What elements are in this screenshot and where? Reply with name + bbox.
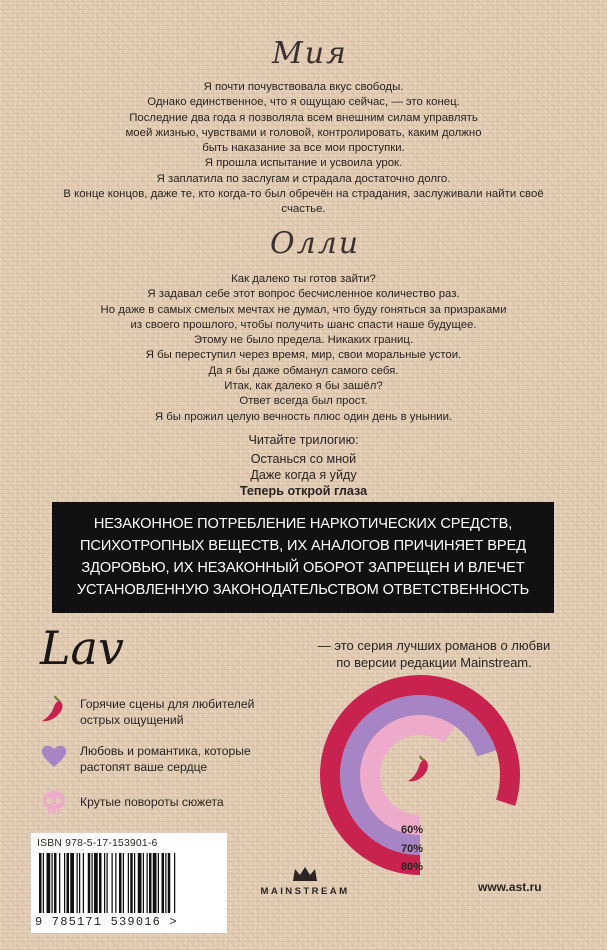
rating-label-70: 70%	[400, 843, 424, 855]
mia-line: моей жизнью, чувствами и головой, контролировать, каким должно	[125, 126, 482, 139]
barcode-bar	[99, 853, 102, 913]
barcode-bar	[153, 853, 157, 913]
rating-rings-chart	[315, 670, 525, 880]
barcode-bar	[92, 853, 93, 913]
barcode	[37, 853, 223, 915]
barcode-bar	[165, 853, 166, 913]
barcode-bar	[130, 853, 133, 913]
barcode-bar	[174, 853, 175, 913]
rating-label-60: 60%	[400, 824, 424, 836]
barcode-bar	[119, 853, 122, 913]
isbn-digits: 9 785171 539016 >	[35, 915, 178, 929]
publisher-name: MAINSTREAM	[260, 886, 350, 897]
center-chili-icon	[408, 756, 428, 781]
mia-signature: Мия	[272, 36, 348, 71]
trilogy-heading: Читайте трилогию:	[248, 433, 359, 447]
olli-line: Я бы прожил целую вечность плюс один день в унынии.	[154, 410, 453, 423]
isbn-barcode-box	[31, 833, 227, 933]
olli-line: Как далеко ты готов зайти?	[231, 273, 376, 285]
mia-line: Я почти почувствовала вкус свободы.	[203, 81, 404, 93]
olli-line: Но даже в самых смелых мечтах не думал, что буду гоняться за призраками	[100, 303, 507, 316]
feature-plot-twists	[80, 794, 224, 810]
chili-pepper-icon	[38, 692, 68, 726]
mia-line: счастье.	[281, 203, 326, 216]
feature-line: Крутые повороты сюжета	[80, 795, 224, 809]
rating-label-80: 80%	[400, 861, 424, 873]
website-url: www.ast.ru	[478, 880, 542, 894]
feature-line: Любовь и романтика, которые	[80, 744, 251, 758]
mia-line: Я прошла испытание и усвоила урок.	[204, 157, 403, 170]
barcode-bar	[128, 853, 129, 913]
trilogy-book: Даже когда я уйду	[250, 468, 357, 482]
olli-line: Ответ всегда был прост.	[239, 395, 368, 408]
barcode-bar	[104, 853, 105, 913]
feature-romance	[80, 743, 251, 775]
barcode-bar	[83, 853, 84, 913]
mia-text	[0, 80, 607, 218]
barcode-bar	[70, 853, 74, 913]
isbn-text: ISBN 978-5-17-153901-6	[37, 838, 158, 849]
barcode-bar	[112, 853, 113, 913]
mia-line: Последние два года я позволяла всем внешним силам управлять	[129, 111, 478, 124]
barcode-bar	[162, 853, 165, 913]
barcode-bar	[134, 853, 135, 913]
heart-icon	[40, 743, 68, 769]
feature-hot-scenes	[80, 696, 254, 728]
barcode-bar	[67, 853, 70, 913]
warning-line: ЗДОРОВЬЮ, ИХ НЕЗАКОННЫЙ ОБОРОТ ЗАПРЕЩЕН И ВЛЕЧЕТ	[81, 560, 525, 576]
olli-line: Я задавал себе этот вопрос бесчисленное количество раз.	[147, 288, 460, 301]
barcode-bar	[64, 853, 65, 913]
barcode-bar	[138, 853, 142, 913]
mia-line: Однако единственное, что я ощущаю сейчас, — это конец.	[147, 96, 460, 109]
warning-line: НЕЗАКОННОЕ ПОТРЕБЛЕНИЕ НАРКОТИЧЕСКИХ СРЕДСТВ,	[93, 516, 513, 532]
barcode-bar	[77, 853, 78, 913]
legal-warning-box	[52, 502, 554, 613]
barcode-bar	[147, 853, 148, 913]
olli-line: Итак, как далеко я бы зашёл?	[224, 380, 383, 393]
feature-line: Горячие сцены для любителей	[80, 697, 255, 711]
barcode-bar	[59, 853, 60, 913]
warning-line: ПСИХОТРОПНЫХ ВЕЩЕСТВ, ИХ АНАЛОГОВ ПРИЧИНЯЕТ ВРЕД	[80, 538, 526, 554]
trilogy-book: Останься со мной	[250, 452, 357, 466]
barcode-bar	[115, 853, 116, 913]
barcode-bar	[94, 853, 98, 913]
crown-icon	[292, 866, 318, 882]
barcode-bar	[158, 853, 159, 913]
mia-line: быть наказание за все мои проступки.	[202, 142, 405, 155]
olli-line: из своего прошлого, чтобы получить шанс спасти наше будущее.	[130, 318, 477, 331]
olli-line: Я бы переступил через время, мир, свои моральные устои.	[145, 349, 462, 362]
barcode-bar	[88, 853, 91, 913]
barcode-bar	[47, 853, 51, 913]
series-line: — это серия лучших романов о любви	[317, 638, 551, 653]
barcode-bar	[143, 853, 144, 913]
barcode-bar	[107, 853, 108, 913]
olli-line: Да я бы даже обманул самого себя.	[208, 364, 399, 377]
barcode-bar	[168, 853, 171, 913]
series-line: по версии редакции Mainstream.	[336, 655, 532, 670]
skull-icon	[40, 789, 68, 817]
barcode-bar	[149, 853, 152, 913]
feature-line: острых ощущений	[80, 713, 184, 727]
barcode-bar	[39, 853, 42, 913]
warning-line: УСТАНОВЛЕННУЮ ЗАКОНОДАТЕЛЬСТВОМ ОТВЕТСТВЕННОСТЬ	[76, 582, 530, 598]
series-description	[289, 637, 579, 671]
olli-signature: Олли	[270, 226, 361, 261]
barcode-bar	[79, 853, 80, 913]
mia-line: В конце концов, даже те, кто когда-то был обречён на страдания, заслуживали найти своё	[63, 188, 544, 201]
olli-text	[0, 272, 607, 425]
trilogy-list	[0, 432, 607, 499]
barcode-bar	[123, 853, 124, 913]
feature-line: растопят ваше сердце	[80, 760, 208, 774]
trilogy-book-current: Теперь открой глаза	[239, 484, 368, 498]
rating-ring-60	[370, 725, 449, 825]
olli-line: Этому не было предела. Никаких границ.	[193, 334, 414, 347]
lav-series-logo: Lav	[40, 621, 124, 675]
barcode-bar	[54, 853, 57, 913]
barcode-bar	[43, 853, 44, 913]
mia-line: Я заплатила по заслугам и страдала достаточно долго.	[156, 172, 451, 185]
barcode-bar	[52, 853, 53, 913]
